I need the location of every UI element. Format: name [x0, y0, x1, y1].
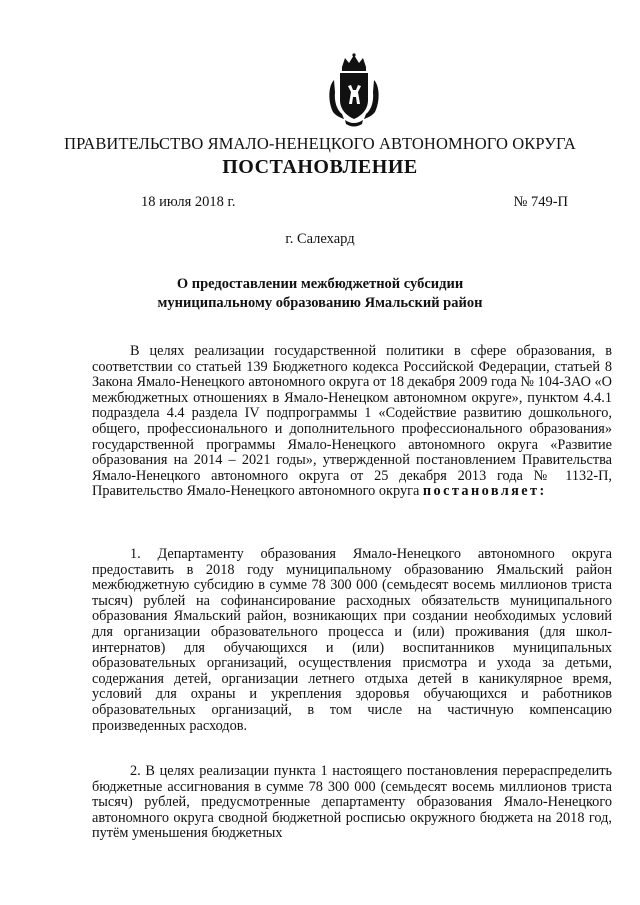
- document-title: [0, 275, 640, 313]
- document-type: ПОСТАНОВЛЕНИЕ: [222, 156, 418, 178]
- title-line-2: муниципальному образованию Ямальский район: [157, 295, 483, 311]
- preamble-paragraph: [92, 344, 612, 500]
- document-city: г. Салехард: [285, 231, 355, 247]
- item-2-paragraph: [92, 764, 612, 842]
- organization-name: ПРАВИТЕЛЬСТВО ЯМАЛО-НЕНЕЦКОГО АВТОНОМНОГО ОКРУГА: [64, 134, 576, 153]
- document-number: № 749-П: [513, 194, 568, 210]
- document-date: 18 июля 2018 г.: [141, 194, 236, 210]
- preamble-text: В целях реализации государственной политики в сфере образования, в соответствии со статьей 139 Бюджетного кодекса Российской Федерации, статьей 8 Закона Ямало-Ненецкого автономного округа от 18 декабря 2009 года № 104-ЗАО «О межбюджетных отношениях в Ямало-Ненецком автономном округе», пунктом 4.4.1 подраздела 4.4 раздела IV подпрограммы 1 «Содействие развитию дошкольного, общего, профессионального и дополнительного профессионального образования» государственной программы Ямало-Ненецкого автономного округа «Развитие образования на 2014 – 2021 годы», утвержденной постановлением Правительства Ямало-Ненецкого автономного округа от 25 декабря 2013 года № 1132-П, Правительство Ямало-Ненецкого автономного округа: [92, 343, 612, 500]
- item-1-paragraph: [92, 547, 612, 734]
- item-1-text: 1. Департаменту образования Ямало-Ненецкого автономного округа предоставить в 2018 году муниципальному образованию Ямальский район межбюджетную субсидию в сумме 78 300 000 (семьдесят восемь миллионов триста тысяч) рублей на софинансирование расходных обязательств муниципального образования Ямальский район, возникающих при создании необходимых условий для организации образовательного процесса и (или) проживания (для школ-интернатов) для обучающихся и (или) воспитанников муниципальных образовательных организаций, осуществления присмотра и ухода за детьми, содержания детей, организации летнего отдыха детей в каникулярное время, условий для охраны и укрепления здоровья обучающихся и работников образовательных организаций, в том числе на частичную компенсацию произведенных расходов.: [92, 546, 612, 734]
- title-line-1: О предоставлении межбюджетной субсидии: [176, 276, 464, 292]
- coat-of-arms-icon: [325, 52, 383, 128]
- resolves-keyword: постановляет:: [422, 483, 547, 500]
- item-2-text: 2. В целях реализации пункта 1 настоящего постановления перераспределить бюджетные ассигнования в сумме 78 300 000 (семьдесят восемь миллионов триста тысяч) рублей, предусмотренные департаменту образования Ямало-Ненецкого автономного округа сводной бюджетной росписью окружного бюджета на 2018 год, путём уменьшения бюджетных: [92, 763, 612, 842]
